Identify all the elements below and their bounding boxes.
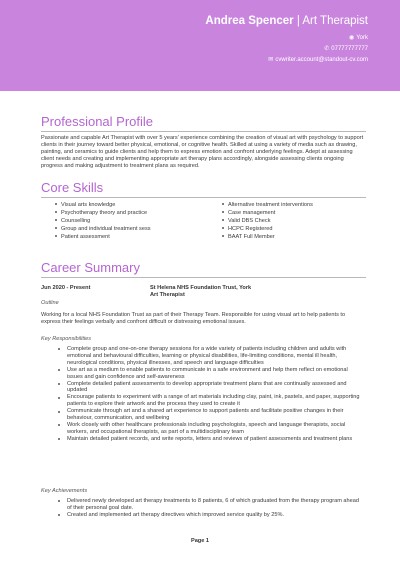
job-employer-block	[150, 285, 251, 299]
bullet-icon	[222, 211, 224, 213]
location-pin-icon: ◉	[348, 35, 355, 41]
skills-right-column	[222, 202, 313, 242]
email-icon: ✉	[268, 57, 274, 63]
email-line[interactable]	[268, 56, 368, 63]
bullet-icon	[58, 500, 60, 502]
profile-text: Passionate and capable Art Therapist with over 5 years' experience combining the creation of visual art with psychology to support clients in their journey toward better physical, emotional, or cognitive health. Skilled at using a variety of media such as drawing, painting, and ceramics to guide clients and help them to express emotion and confront underlying feelings. Adept at assessing client needs and creating and implementing appropriate art therapy plans accordingly, alongside assessing clients ongoing progress and making adjustment to treatment plans as required.	[41, 135, 364, 169]
list-item: Complete detailed patient assessments to develop appropriate treatment plans that are continually assessed and updated	[58, 381, 364, 395]
bullet-icon	[58, 369, 60, 371]
job-date: Jun 2020 - Present	[41, 285, 91, 291]
skill-item: Valid DBS Check	[222, 218, 313, 226]
bullet-icon	[58, 411, 60, 413]
skill-item: HCPC Registered	[222, 226, 313, 234]
skills-left-column	[55, 202, 151, 242]
responsibilities-list	[58, 346, 364, 443]
page-number: Page 1	[190, 538, 210, 544]
email-text[interactable]: cvwriter.account@standout-cv.com	[275, 57, 368, 63]
list-item: Complete group and one-on-one therapy sessions for a wide variety of patients including children and adults with emotional and behavioural difficulties, learning or physical disabilities, life-limiting conditions, mental ill health, neurological conditions, physical illnesses, and speech and language difficulties	[58, 346, 364, 367]
candidate-name-role	[205, 15, 368, 27]
list-item: Use art as a medium to enable patients to communicate in a safe environment and help them reflect on emotional issues and gain confidence and self-awareness	[58, 367, 364, 381]
list-item: Delivered newly developed art therapy treatments to 8 patients, 6 of which graduated from the therapy program ahead of their personal goal date.	[58, 498, 364, 512]
achievements-label: Key Achievements	[41, 488, 88, 494]
bullet-icon	[55, 227, 57, 229]
bullet-icon	[55, 235, 57, 237]
skill-item: Patient assessment	[55, 234, 151, 242]
skill-item: BAAT Full Member	[222, 234, 313, 242]
candidate-role: Art Therapist	[302, 15, 368, 27]
bullet-icon	[222, 227, 224, 229]
bullet-icon	[58, 438, 60, 440]
list-item: Communicate through art and a shared art experience to support patients and facilitate positive changes in their behaviour, communication, and wellbeing	[58, 408, 364, 422]
career-heading: Career Summary	[41, 260, 140, 275]
location-text: York	[356, 35, 368, 41]
skills-divider	[41, 197, 366, 198]
profile-divider	[41, 131, 366, 132]
bullet-icon	[58, 397, 60, 399]
outline-label: Outline	[41, 300, 59, 306]
location-line	[349, 34, 368, 41]
skill-item: Psychotherapy theory and practice	[55, 210, 151, 218]
skill-item: Visual arts knowledge	[55, 202, 151, 210]
skill-item: Counselling	[55, 218, 151, 226]
profile-heading: Professional Profile	[41, 114, 153, 129]
bullet-icon	[55, 219, 57, 221]
career-divider	[41, 277, 366, 278]
bullet-icon	[58, 424, 60, 426]
phone-text: 07777777777	[331, 46, 368, 52]
skill-item: Group and individual treatment sess	[55, 226, 151, 234]
outline-text: Working for a local NHS Foundation Trust as part of their Therapy Team. Responsible for using visual art to help patients to express their feelings verbally and confront difficult or distressing emotional issues.	[41, 312, 346, 325]
bullet-icon	[58, 514, 60, 516]
bullet-icon	[55, 211, 57, 213]
bullet-icon	[58, 383, 60, 385]
phone-icon: ✆	[324, 46, 330, 52]
candidate-name: Andrea Spencer	[205, 15, 294, 27]
skill-item: Alternative treatment interventions	[222, 202, 313, 210]
list-item: Created and implemented art therapy directives which improved service quality by 25%.	[58, 512, 364, 519]
bullet-icon	[222, 235, 224, 237]
job-employer: St Helena NHS Foundation Trust, York	[150, 285, 252, 291]
bullet-icon	[222, 203, 224, 205]
job-position: Art Therapist	[150, 292, 185, 298]
header-banner	[0, 0, 400, 91]
list-item: Work closely with other healthcare professionals including psychologists, speech and language therapists, social workers, and occupational therapists, as part of a multidisciplinary team	[58, 422, 364, 436]
list-item: Encourage patients to experiment with a range of art materials including clay, paint, ink, pastels, and paper, supporting patients to explore their artwork and the process they used to create it	[58, 394, 364, 408]
skill-item: Case management	[222, 210, 313, 218]
bullet-icon	[58, 348, 60, 350]
phone-line	[324, 45, 368, 52]
bullet-icon	[222, 219, 224, 221]
name-separator: |	[296, 15, 300, 27]
achievements-list	[58, 498, 364, 519]
list-item: Maintain detailed patient records, and write reports, letters and reviews of patient assessments and treatment plans	[58, 436, 364, 443]
skills-heading: Core Skills	[41, 180, 104, 195]
responsibilities-label: Key Responsibilities	[41, 336, 92, 342]
bullet-icon	[55, 203, 57, 205]
